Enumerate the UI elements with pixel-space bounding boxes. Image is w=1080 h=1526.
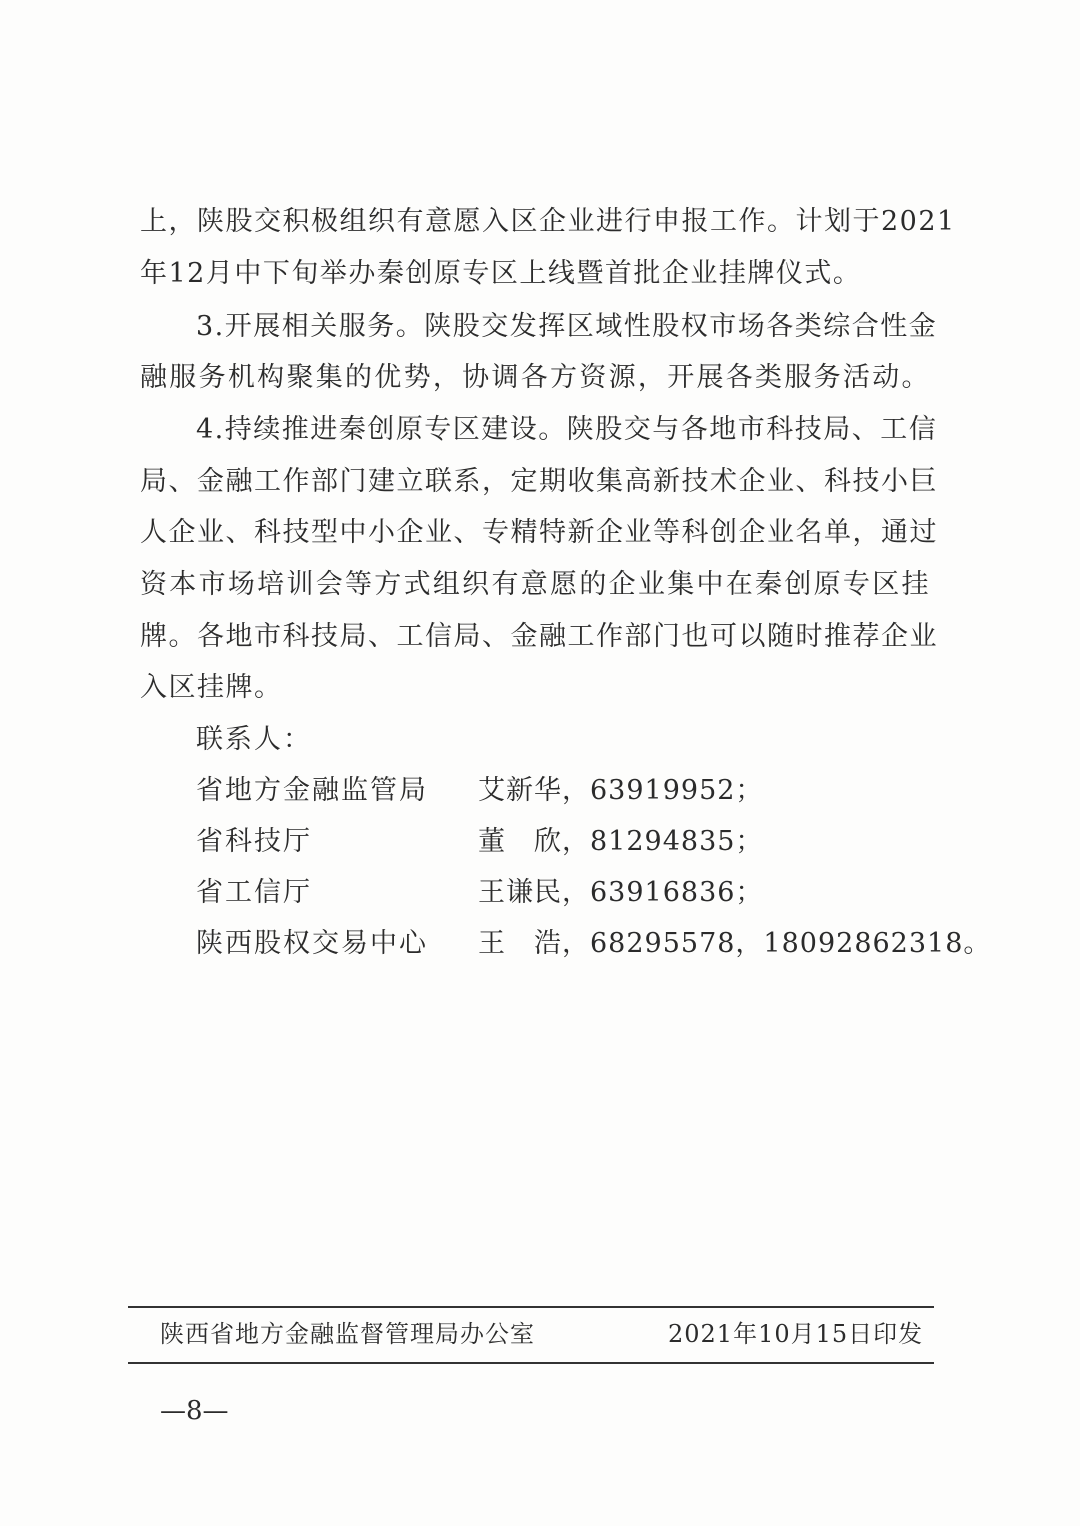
contact-org-3: 省工信厅 (196, 877, 312, 908)
body-line-3: 3.开展相关服务。陕股交发挥区域性股权市场各类综合性金 (196, 311, 938, 342)
page-number: —8— (160, 1396, 229, 1426)
contact-info-3: 王谦民，63916836； (478, 877, 764, 908)
body-line-7: 人企业、科技型中小企业、专精特新企业等科创企业名单，通过 (140, 517, 938, 548)
contacts-label: 联系人： (196, 724, 312, 755)
footer-top-rule (128, 1306, 934, 1308)
body-line-2: 年12月中下旬举办秦创原专区上线暨首批企业挂牌仪式。 (140, 258, 862, 289)
footer-date: 2021年10月15日印发 (668, 1320, 924, 1348)
contact-info-4: 王 浩，68295578，18092862318。 (478, 928, 992, 959)
contact-info-2: 董 欣，81294835； (478, 826, 764, 857)
body-line-4: 融服务机构聚集的优势，协调各方资源，开展各类服务活动。 (140, 362, 930, 393)
footer-bottom-rule (128, 1362, 934, 1364)
body-line-9: 牌。各地市科技局、工信局、金融工作部门也可以随时推荐企业 (140, 621, 938, 652)
body-line-10: 入区挂牌。 (140, 672, 283, 703)
body-line-1: 上，陕股交积极组织有意愿入区企业进行申报工作。计划于2021 (140, 206, 956, 237)
contact-info-1: 艾新华，63919952； (478, 775, 764, 806)
body-line-8: 资本市场培训会等方式组织有意愿的企业集中在秦创原专区挂 (140, 569, 930, 600)
body-line-6: 局、金融工作部门建立联系，定期收集高新技术企业、科技小巨 (140, 466, 938, 497)
footer-issuer: 陕西省地方金融监督管理局办公室 (160, 1320, 535, 1348)
body-line-5: 4.持续推进秦创原专区建设。陕股交与各地市科技局、工信 (196, 414, 938, 445)
contact-org-2: 省科技厅 (196, 826, 312, 857)
contact-org-1: 省地方金融监管局 (196, 775, 428, 806)
contact-org-4: 陕西股权交易中心 (196, 928, 428, 959)
